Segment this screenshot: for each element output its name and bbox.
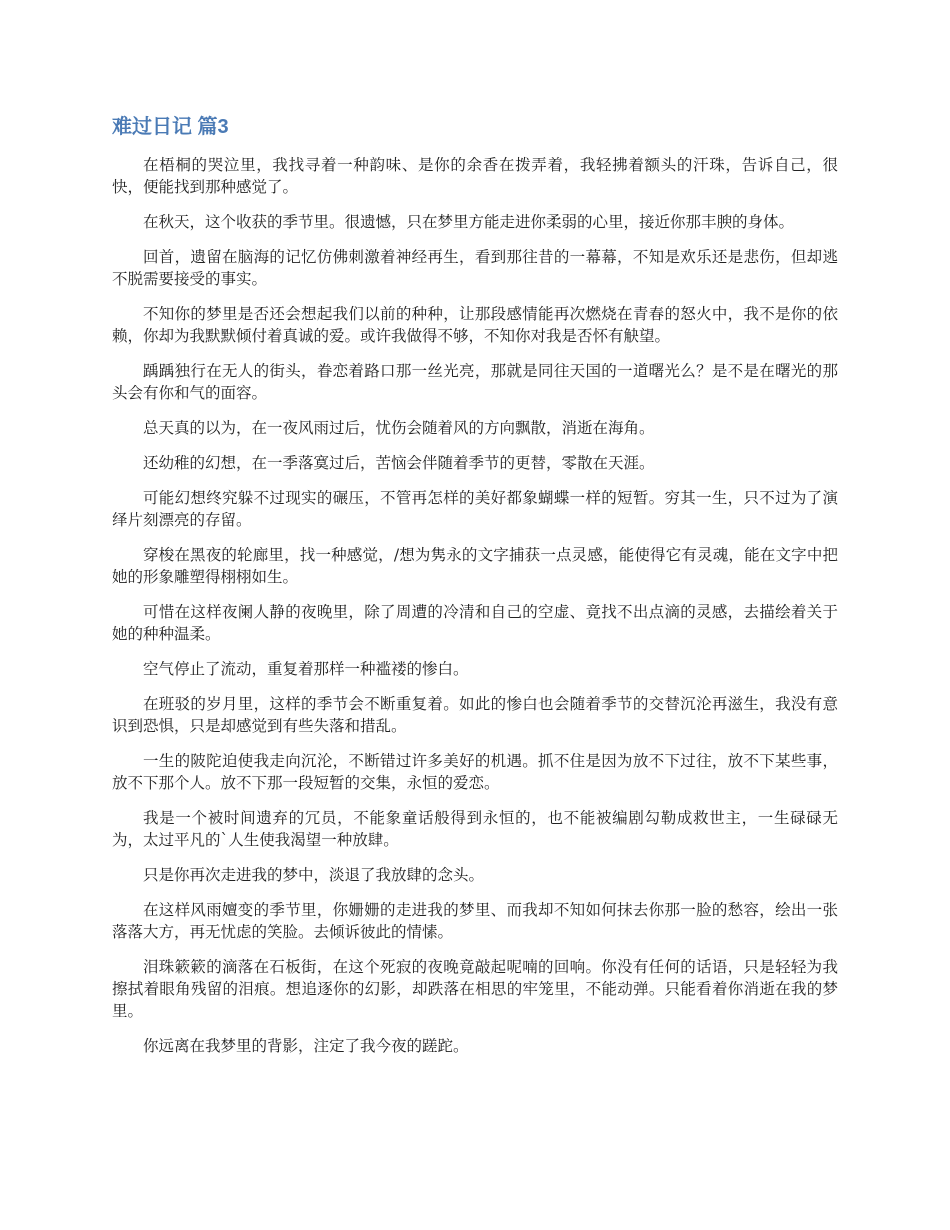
paragraph: 一生的陂陀迫使我走向沉沦，不断错过许多美好的机遇。抓不住是因为放不下过往，放不下某些事，放不下那个人。放不下那一段短暂的交集，永恒的爱恋。 (112, 752, 838, 792)
document-body (112, 154, 838, 1057)
paragraph: 可能幻想终究躲不过现实的碾压，不管再怎样的美好都象蝴蝶一样的短暂。穷其一生，只不过为了演绎片刻漂亮的存留。 (112, 489, 838, 529)
paragraph: 总天真的以为，在一夜风雨过后，忧伤会随着风的方向飘散，消逝在海角。 (143, 419, 655, 437)
paragraph: 在班驳的岁月里，这样的季节会不断重复着。如此的惨白也会随着季节的交替沉沦再滋生，我没有意识到恐惧，只是却感觉到有些失落和措乱。 (112, 695, 838, 735)
paragraph: 在梧桐的哭泣里，我找寻着一种韵味、是你的余香在拨弄着，我轻拂着额头的汗珠，告诉自己，很快，便能找到那种感觉了。 (112, 156, 838, 196)
paragraph: 回首，遗留在脑海的记忆仿佛刺激着神经再生，看到那往昔的一幕幕，不知是欢乐还是悲伤，但却逃不脱需要接受的事实。 (112, 248, 838, 288)
paragraph: 在秋天，这个收获的季节里。很遗憾，只在梦里方能走进你柔弱的心里，接近你那丰腴的身体。 (143, 213, 795, 231)
document-title: 难过日记 篇3 (112, 116, 229, 138)
paragraph: 穿梭在黑夜的轮廊里，找一种感觉，/想为隽永的文字捕获一点灵感，能使得它有灵魂，能在文字中把她的形象雕塑得栩栩如生。 (112, 546, 838, 586)
paragraph: 泪珠簌簌的滴落在石板街，在这个死寂的夜晚竟敲起呢喃的回响。你没有任何的话语，只是轻轻为我擦拭着眼角残留的泪痕。想追逐你的幻影，却跌落在相思的牢笼里，不能动弹。只能看着你消逝在我的梦里。 (112, 958, 838, 1020)
paragraph: 空气停止了流动，重复着那样一种褴褛的惨白。 (143, 660, 469, 678)
paragraph: 可惜在这样夜阑人静的夜晚里，除了周遭的冷清和自己的空虚、竟找不出点滴的灵感，去描绘着关于她的种种温柔。 (112, 603, 838, 643)
paragraph: 还幼稚的幻想，在一季落寞过后，苦恼会伴随着季节的更替，零散在天涯。 (143, 454, 655, 472)
paragraph: 不知你的梦里是否还会想起我们以前的种种，让那段感情能再次燃烧在青春的怒火中，我不是你的依赖，你却为我默默倾付着真诚的爱。或许我做得不够，不知你对我是否怀有觖望。 (112, 305, 838, 345)
paragraph: 踽踽独行在无人的街头，眷恋着路口那一丝光亮，那就是同往天国的一道曙光么？是不是在曙光的那头会有你和气的面容。 (112, 362, 838, 402)
paragraph: 我是一个被时间遗弃的冗员，不能象童话般得到永恒的，也不能被编剧勾勒成救世主，一生碌碌无为，太过平凡的`人生使我渴望一种放肆。 (112, 809, 838, 849)
paragraph: 只是你再次走进我的梦中，淡退了我放肆的念头。 (143, 866, 485, 884)
paragraph: 在这样风雨嬗变的季节里，你姗姗的走进我的梦里、而我却不知如何抹去你那一脸的愁容，绘出一张落落大方，再无忧虑的笑脸。去倾诉彼此的情愫。 (112, 901, 838, 941)
paragraph: 你远离在我梦里的背影，注定了我今夜的蹉跎。 (143, 1037, 469, 1055)
document-page (112, 110, 838, 1070)
